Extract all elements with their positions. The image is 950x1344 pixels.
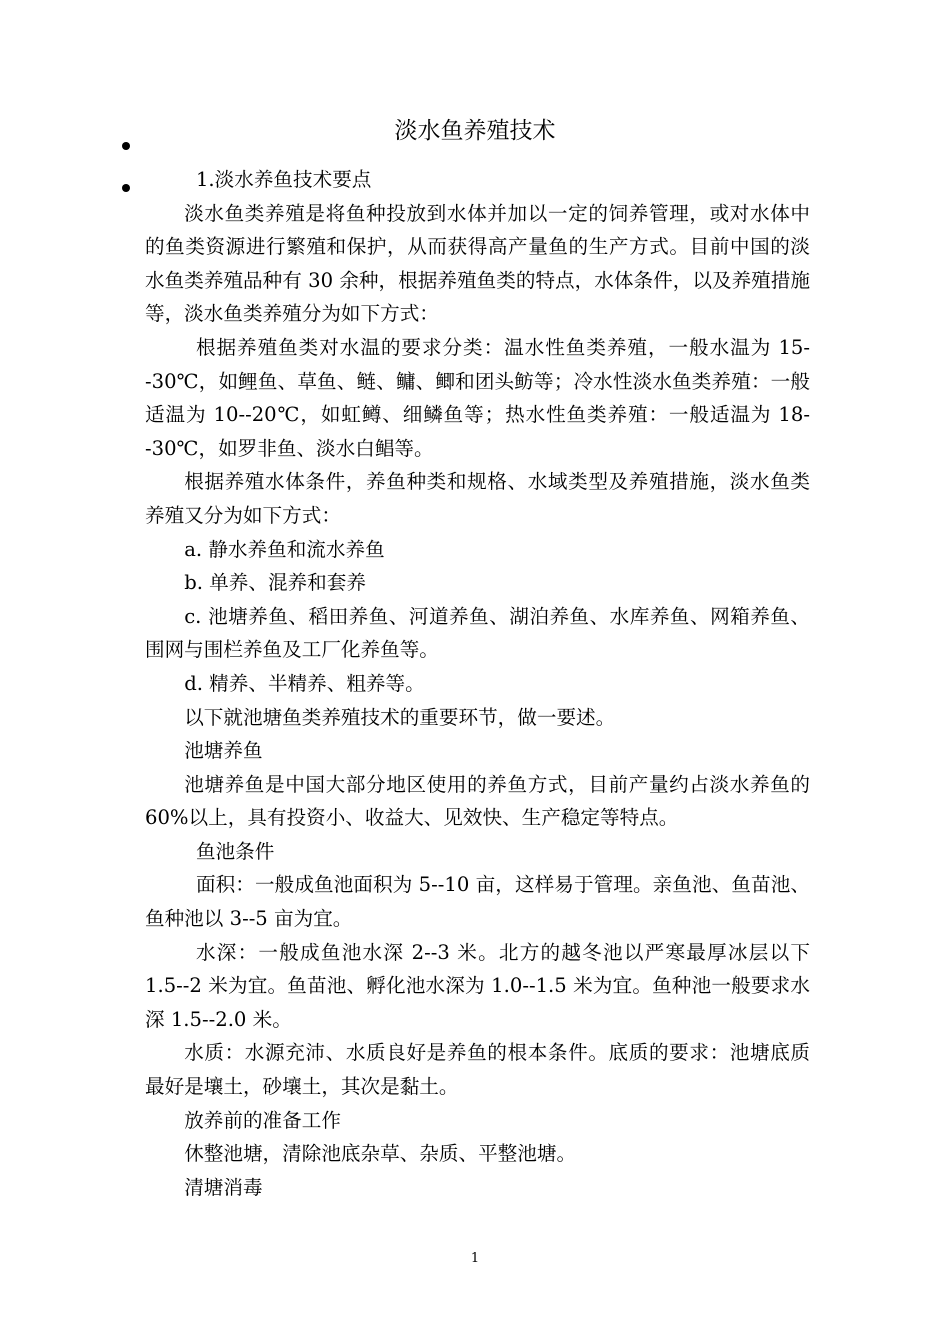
paragraph: 面积：一般成鱼池面积为 5--10 亩，这样易于管理。亲鱼池、鱼苗池、鱼种池以 3--5 亩为宜。 — [145, 873, 810, 931]
subheading: 鱼池条件 — [195, 839, 275, 863]
paragraph: 休整池塘，清除池底杂草、杂质、平整池塘。 — [184, 1142, 577, 1166]
paragraph: 淡水鱼类养殖是将鱼种投放到水体并加以一定的饲养管理，或对水体中的鱼类资源进行繁殖和保护，从而获得高产量鱼的生产方式。目前中国的淡水鱼类养殖品种有 30 余种，根据养殖鱼类的特点，水体条件，以及养殖措施等，淡水鱼类养殖分为如下方式： — [145, 201, 810, 326]
subheading: 放养前的准备工作 — [184, 1108, 341, 1132]
list-item: a. 静水养鱼和流水养鱼 — [184, 537, 385, 561]
paragraph: 水深：一般成鱼池水深 2--3 米。北方的越冬池以严寒最厚冰层以下 1.5--2 米为宜。鱼苗池、孵化池水深为 1.0--1.5 米为宜。鱼种池一般要求水深 1.5--2.0 米。 — [145, 940, 810, 1031]
paragraph: 根据养殖水体条件，养鱼种类和规格、水域类型及养殖措施，淡水鱼类养殖又分为如下方式： — [145, 470, 810, 527]
section-heading: 1.淡水养鱼技术要点 — [195, 168, 372, 191]
page-number: 1 — [470, 1251, 480, 1266]
document-title: 淡水鱼养殖技术 — [394, 118, 556, 144]
subheading: 池塘养鱼 — [184, 739, 263, 763]
paragraph: 以下就池塘鱼类养殖技术的重要环节，做一要述。 — [184, 705, 616, 729]
list-item: d. 精养、半精养、粗养等。 — [184, 671, 425, 695]
bullet-icon — [122, 184, 130, 192]
paragraph: 池塘养鱼是中国大部分地区使用的养鱼方式，目前产量约占淡水养鱼的 60%以上，具有投资小、收益大、见效快、生产稳定等特点。 — [145, 772, 810, 830]
paragraph: 水质：水源充沛、水质良好是养鱼的根本条件。底质的要求：池塘底质最好是壤土，砂壤土，其次是黏土。 — [145, 1041, 810, 1099]
list-item: b. 单养、混养和套养 — [184, 571, 366, 595]
subheading: 清塘消毒 — [184, 1175, 263, 1199]
paragraph: 根据养殖鱼类对水温的要求分类：温水性鱼类养殖，一般水温为 15--30℃，如鲤鱼、草鱼、鲢、鳙、鲫和团头鲂等；冷水性淡水鱼类养殖：一般适温为 10--20℃，如虹鳟、细鳞鱼等；热水性鱼类养殖：一般适温为 18--30℃，如罗非鱼、淡水白鲳等。 — [145, 335, 810, 460]
list-item: c. 池塘养鱼、稻田养鱼、河道养鱼、湖泊养鱼、水库养鱼、网箱养鱼、围网与围栏养鱼及工厂化养鱼等。 — [145, 604, 810, 662]
document-body — [145, 163, 810, 1204]
